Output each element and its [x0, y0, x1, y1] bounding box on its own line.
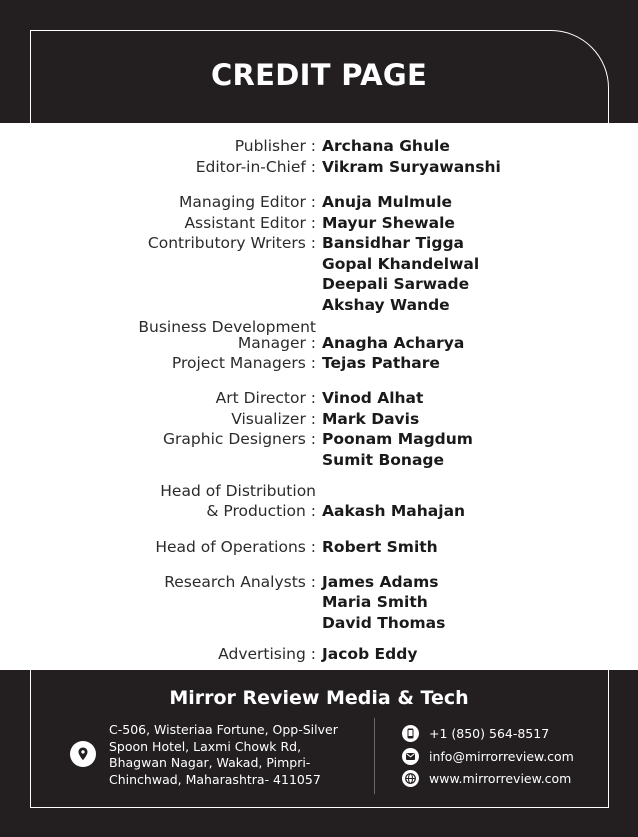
credit-name: Archana Ghule [322, 137, 450, 155]
credit-name: Akshay Wande [322, 296, 450, 314]
phone-number[interactable]: +1 (850) 564-8517 [429, 726, 550, 741]
credit-role-business-development-line1: Business Development [138, 318, 316, 336]
credit-name: David Thomas [322, 614, 446, 632]
credit-name: Vinod Alhat [322, 389, 424, 407]
credit-name: Jacob Eddy [322, 645, 418, 663]
credit-name: Mark Davis [322, 410, 420, 428]
credit-name: Deepali Sarwade [322, 275, 470, 293]
email-icon [402, 748, 419, 765]
page-title: CREDIT PAGE [210, 58, 428, 92]
credit-name: Poonam Magdum [322, 430, 473, 448]
globe-icon [402, 770, 419, 787]
credit-role-managing-editor: Managing Editor : [179, 193, 316, 211]
credit-role-research-analysts: Research Analysts : [164, 573, 316, 591]
credit-name: Mayur Shewale [322, 214, 455, 232]
credit-name: Vikram Suryawanshi [322, 158, 501, 176]
credit-name: Sumit Bonage [322, 451, 445, 469]
credit-role-art-director: Art Director : [215, 389, 316, 407]
website-link[interactable]: www.mirrorreview.com [429, 771, 572, 786]
credit-name: Anuja Mulmule [322, 193, 453, 211]
credit-role-business-development-line2: Manager : [237, 334, 316, 352]
credit-name: Gopal Khandelwal [322, 255, 480, 273]
credit-role-graphic-designers: Graphic Designers : [163, 430, 316, 448]
credit-name: Tejas Pathare [322, 354, 440, 372]
credit-role-head-of-operations: Head of Operations : [155, 538, 316, 556]
credit-role-project-managers: Project Managers : [171, 354, 316, 372]
footer-divider [374, 718, 375, 794]
company-name: Mirror Review Media & Tech [169, 687, 469, 709]
credit-name: Maria Smith [322, 593, 428, 611]
credit-role-editor-in-chief: Editor-in-Chief : [195, 158, 316, 176]
email-link[interactable]: info@mirrorreview.com [429, 749, 574, 764]
credit-role-assistant-editor: Assistant Editor : [184, 214, 316, 232]
phone-icon [402, 725, 419, 742]
credit-role-contributory-writers: Contributory Writers : [147, 234, 316, 252]
address-text: C-506, Wisteriaa Fortune, Opp-Silver Spoon Hotel, Laxmi Chowk Rd, Bhagwan Nagar, Wakad, Pimpri- Chinchwad, Maharashtra- 411057 [109, 722, 338, 787]
credit-role-advertising: Advertising : [218, 645, 316, 663]
credit-name: Bansidhar Tigga [322, 234, 465, 252]
credit-name: Robert Smith [322, 538, 438, 556]
credit-role-visualizer: Visualizer : [231, 410, 316, 428]
credit-name: James Adams [322, 573, 439, 591]
credit-role-publisher: Publisher : [234, 137, 316, 155]
location-pin-icon [70, 741, 96, 767]
credit-name: Anagha Acharya [322, 334, 465, 352]
credit-role-head-of-distribution-line2: & Production : [206, 502, 316, 520]
credit-role-head-of-distribution-line1: Head of Distribution [160, 482, 316, 500]
credit-name: Aakash Mahajan [322, 502, 466, 520]
